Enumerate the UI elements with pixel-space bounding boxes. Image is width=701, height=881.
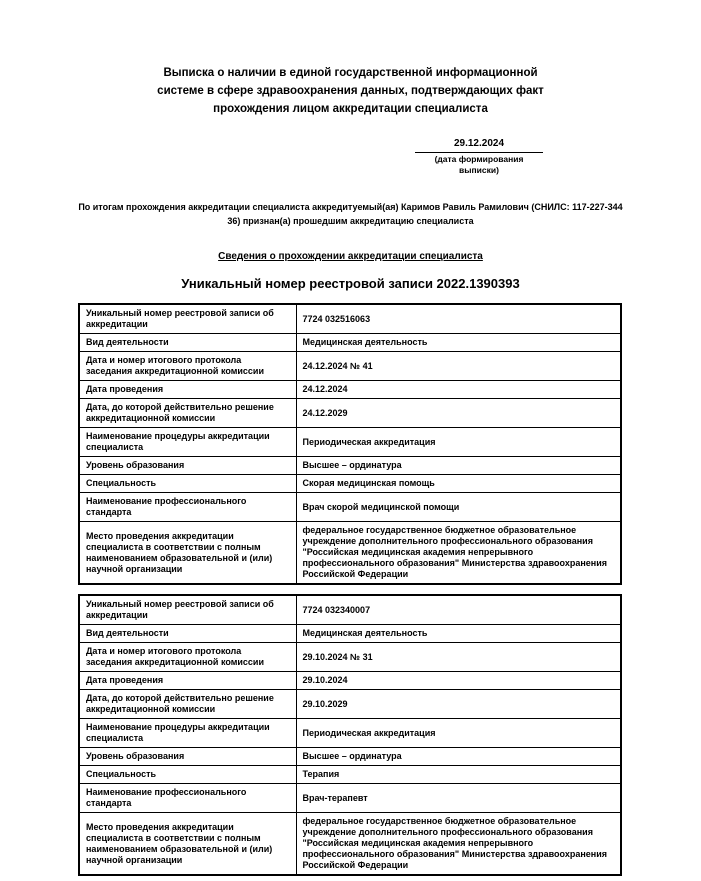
row-value: 7724 032340007 <box>296 595 621 625</box>
row-value: Врач-терапевт <box>296 784 621 813</box>
row-value: Терапия <box>296 766 621 784</box>
row-value: Высшее – ординатура <box>296 457 621 475</box>
table-row <box>79 493 621 522</box>
table-row <box>79 334 621 352</box>
title-line-2: системе в сфере здравоохранения данных, подтверждающих факт <box>157 85 544 97</box>
document-title <box>78 64 623 118</box>
table-row <box>79 475 621 493</box>
row-value: Периодическая аккредитация <box>296 719 621 748</box>
table-row <box>79 748 621 766</box>
table-row <box>79 784 621 813</box>
table-row <box>79 522 621 585</box>
table-row <box>79 304 621 334</box>
record-heading: Уникальный номер реестровой записи 2022.1390393 <box>181 276 520 291</box>
row-value: Периодическая аккредитация <box>296 428 621 457</box>
row-label: Место проведения аккредитации специалиста в соответствии с полным наименованием образовательной и (или) научной организации <box>79 522 296 585</box>
title-line-1: Выписка о наличии в единой государственной информационной <box>163 67 538 79</box>
row-label: Вид деятельности <box>79 334 296 352</box>
intro-paragraph: По итогам прохождения аккредитации специалиста аккредитуемый(ая) Каримов Равиль Рамилович (СНИЛС: 117-227-344 36) признан(а) прошедшим аккредитацию специалиста <box>78 202 623 226</box>
row-label: Уровень образования <box>79 457 296 475</box>
row-value: Высшее – ординатура <box>296 748 621 766</box>
table-row <box>79 352 621 381</box>
table-row <box>79 690 621 719</box>
row-label: Дата, до которой действительно решение аккредитационной комиссии <box>79 399 296 428</box>
row-label: Уникальный номер реестровой записи об аккредитации <box>79 595 296 625</box>
row-label: Дата и номер итогового протокола заседания аккредитационной комиссии <box>79 352 296 381</box>
row-label: Специальность <box>79 475 296 493</box>
row-label: Дата проведения <box>79 381 296 399</box>
table-row <box>79 672 621 690</box>
row-label: Место проведения аккредитации специалиста в соответствии с полным наименованием образовательной и (или) научной организации <box>79 813 296 876</box>
row-value: 24.12.2029 <box>296 399 621 428</box>
row-label: Вид деятельности <box>79 625 296 643</box>
table-row <box>79 766 621 784</box>
row-value: 24.12.2024 № 41 <box>296 352 621 381</box>
row-label: Дата, до которой действительно решение аккредитационной комиссии <box>79 690 296 719</box>
row-value: 29.10.2029 <box>296 690 621 719</box>
row-value: Врач скорой медицинской помощи <box>296 493 621 522</box>
table-row <box>79 643 621 672</box>
row-value: Медицинская деятельность <box>296 625 621 643</box>
row-label: Наименование процедуры аккредитации специалиста <box>79 719 296 748</box>
row-value: Скорая медицинская помощь <box>296 475 621 493</box>
row-label: Уровень образования <box>79 748 296 766</box>
table-row <box>79 625 621 643</box>
row-value: федеральное государственное бюджетное образовательное учреждение дополнительного профессионального образования "Российская медицинская академия непрерывного профессионального образования" Министерства здравоохранения Российской Федерации <box>296 813 621 876</box>
row-value: 29.10.2024 № 31 <box>296 643 621 672</box>
row-value: Медицинская деятельность <box>296 334 621 352</box>
issue-date-caption: (дата формирования выписки) <box>434 154 524 175</box>
table-row <box>79 595 621 625</box>
table-row <box>79 457 621 475</box>
title-line-3: прохождения лицом аккредитации специалиста <box>213 103 488 115</box>
section-heading: Сведения о прохождении аккредитации специалиста <box>218 251 483 262</box>
row-label: Наименование процедуры аккредитации специалиста <box>79 428 296 457</box>
row-value: 7724 032516063 <box>296 304 621 334</box>
row-value: федеральное государственное бюджетное образовательное учреждение дополнительного профессионального образования "Российская медицинская академия непрерывного профессионального образования" Министерства здравоохранения Российской Федерации <box>296 522 621 585</box>
row-label: Уникальный номер реестровой записи об аккредитации <box>79 304 296 334</box>
row-label: Дата проведения <box>79 672 296 690</box>
row-label: Дата и номер итогового протокола заседания аккредитационной комиссии <box>79 643 296 672</box>
row-value: 29.10.2024 <box>296 672 621 690</box>
row-value: 24.12.2024 <box>296 381 621 399</box>
issue-date-value: 29.12.2024 <box>415 138 543 153</box>
table-row <box>79 428 621 457</box>
accreditation-table-1 <box>78 303 622 585</box>
row-label: Наименование профессионального стандарта <box>79 493 296 522</box>
accreditation-table-2 <box>78 594 622 876</box>
issue-date-block <box>415 138 543 176</box>
table-row <box>79 719 621 748</box>
table-row <box>79 399 621 428</box>
table-row <box>79 381 621 399</box>
table-row <box>79 813 621 876</box>
row-label: Наименование профессионального стандарта <box>79 784 296 813</box>
row-label: Специальность <box>79 766 296 784</box>
